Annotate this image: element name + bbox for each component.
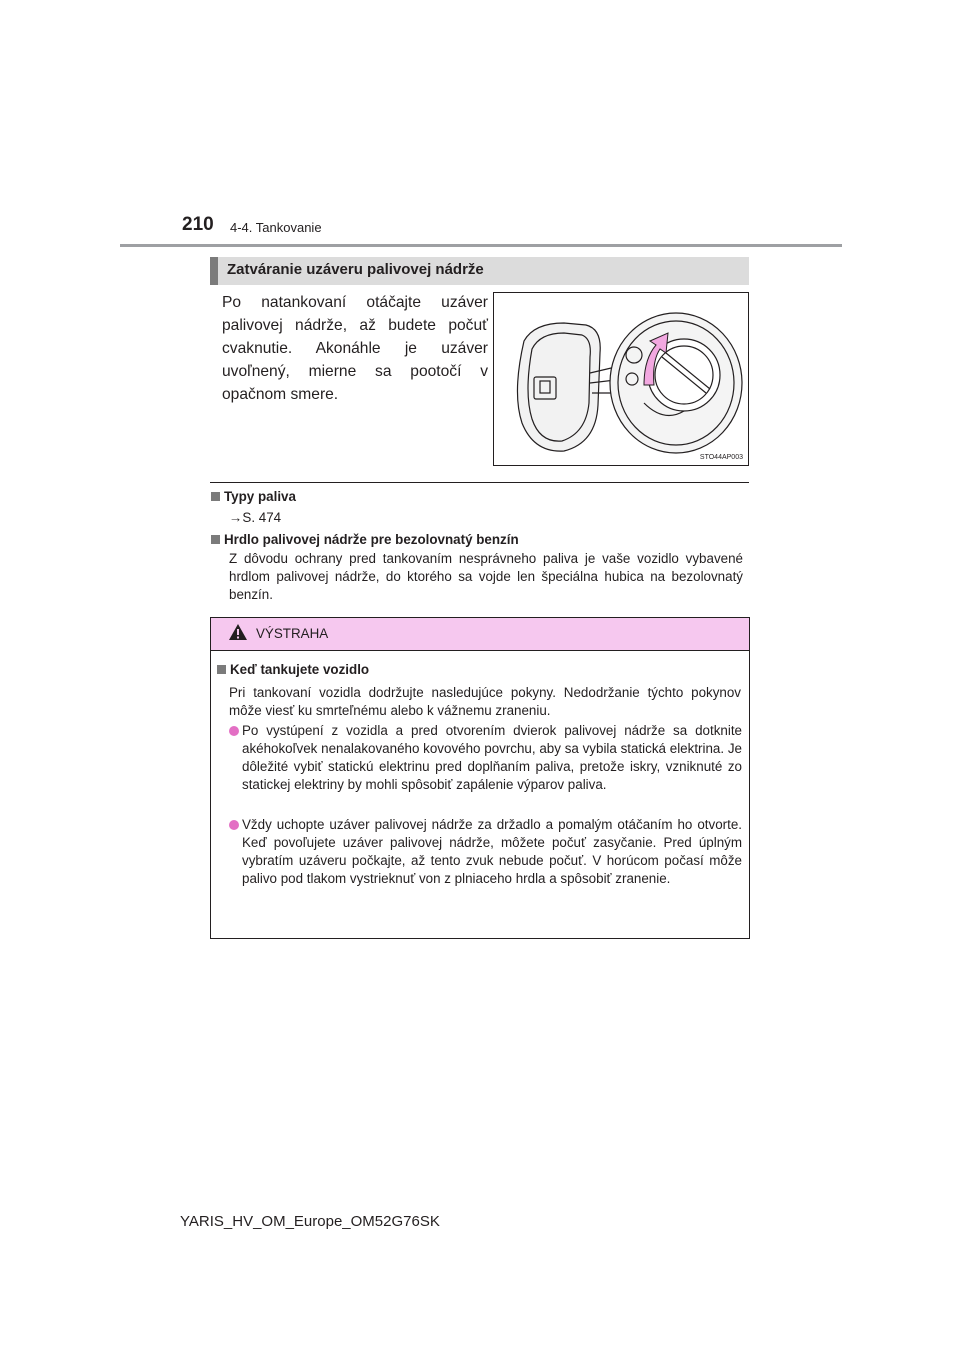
fuel-types-heading [211, 489, 296, 504]
warning-header [211, 618, 749, 651]
filler-neck-text: Z dôvodu ochrany pred tankovaním nesprávneho paliva je vaše vozidlo vybavené hrdlom palivovej nádrže, do ktorého sa vojde len špeciálna hubica na bezolovnatý benzín. [229, 551, 743, 602]
section-divider [210, 482, 749, 483]
square-bullet-icon [217, 665, 226, 674]
filler-neck-heading [211, 532, 519, 547]
document-footer: YARIS_HV_OM_Europe_OM52G76SK [180, 1213, 440, 1230]
warning-intro: Pri tankovaní vozidla dodržujte nasledujúce pokyny. Nedodržanie týchto pokynov môže viesť ku smrteľnému alebo k vážnemu zraneniu. [229, 685, 741, 718]
square-bullet-icon [211, 535, 220, 544]
warning-bullet-text: Vždy uchopte uzáver palivovej nádrže za držadlo a pomalým otáčaním ho otvorte. Keď povoľujete uzáver palivovej nádrže, môžete počuť zasyčanie. Pred úplným vybratím uzáveru počkajte, až tento zvuk nebude počuť. V horúcom počasí môže palivo pod tlakom vystrieknuť von z plniaceho hrdla a spôsobiť zranenie. [242, 817, 742, 886]
section-title: Zatváranie uzáveru palivovej nádrže [227, 261, 484, 278]
warning-heading [217, 662, 369, 677]
warning-box [210, 617, 750, 939]
bullet-dot-icon [229, 726, 239, 736]
warning-triangle-icon [228, 623, 248, 641]
fuel-cap-illustration [494, 293, 749, 466]
square-bullet-icon [211, 492, 220, 501]
filler-neck-heading-text: Hrdlo palivovej nádrže pre bezolovnatý benzín [224, 532, 519, 547]
page-number: 210 [182, 214, 214, 235]
bullet-dot-icon [229, 820, 239, 830]
fuel-types-reference: →S. 474 [229, 510, 282, 525]
warning-heading-text: Keď tankujete vozidlo [230, 662, 370, 677]
fuel-types-heading-text: Typy paliva [224, 489, 296, 504]
chapter-title: 4-4. Tankovanie [230, 220, 322, 235]
warning-title: VÝSTRAHA [256, 626, 329, 641]
figure-code: STO44AP003 [699, 454, 743, 461]
fuel-cap-figure [493, 292, 749, 466]
header-rule [120, 244, 842, 247]
section-heading-bar [210, 257, 749, 285]
section-intro: Po natankovaní otáčajte uzáver palivovej nádrže, až budete počuť cvaknutie. Akonáhle je uzáver uvoľnený, mierne sa pootočí v opačnom smere. [222, 294, 488, 403]
warning-bullet-text: Po vystúpení z vozidla a pred otvorením dvierok palivovej nádrže sa dotknite akéhokoľvek nenalakovaného kovového povrchu, aby sa vybila statická elektrina. Je dôležité vybiť statickú elektrinu pred doplňaním paliva, pretože iskry, vzniknuté zo statickej elektriny by mohli spôsobiť zapálenie výparov paliva. [242, 723, 742, 792]
